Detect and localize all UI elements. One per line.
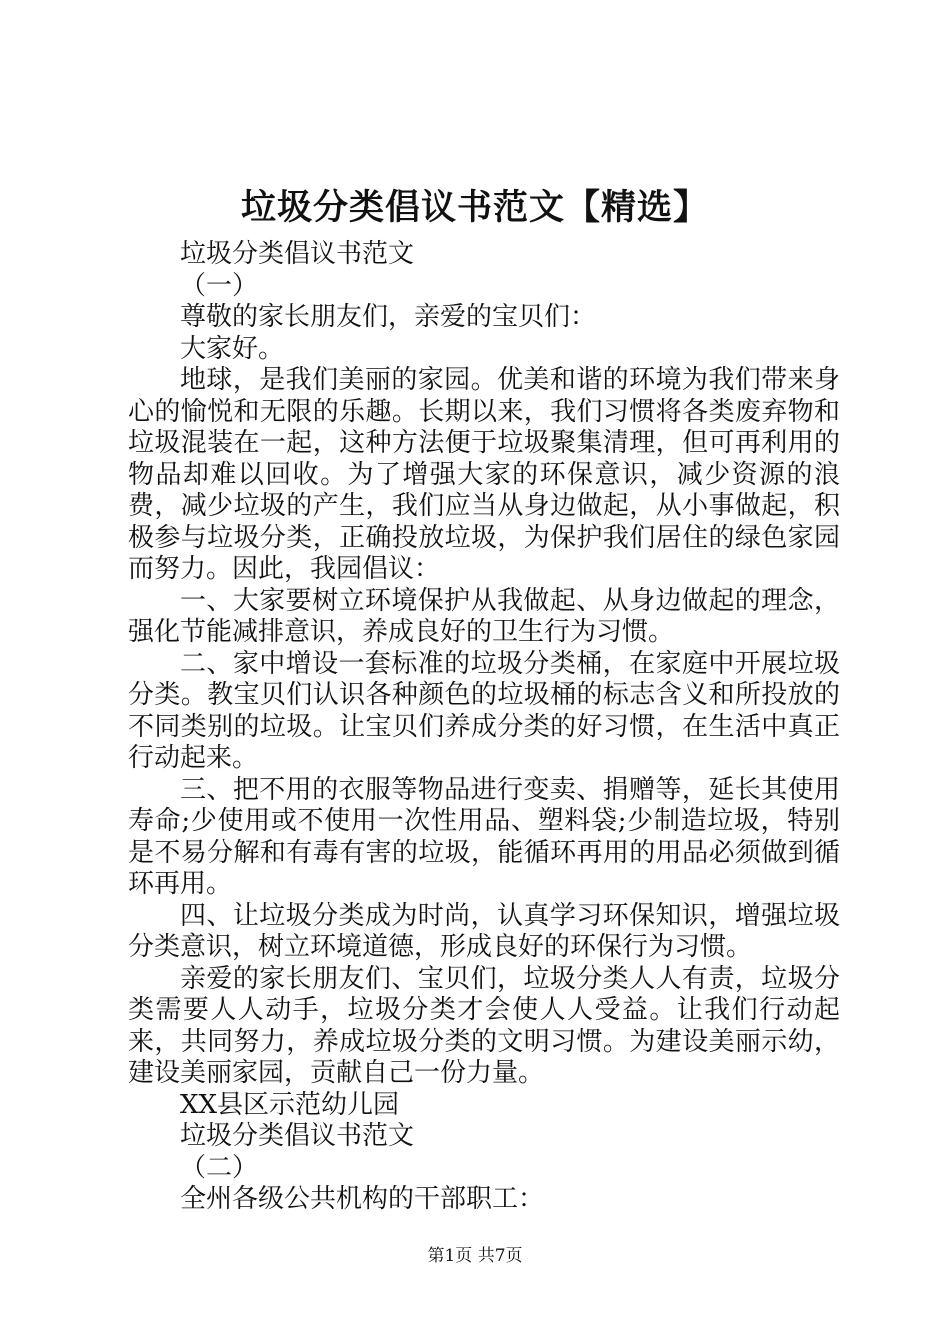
paragraph-closing: 亲爱的家长朋友们、宝贝们，垃圾分类人人有责，垃圾分类需要人人动手，垃圾分类才会使人人受益。让我们行动起来，共同努力，养成垃圾分类的文明习惯。为建设美丽示幼，建设美丽家园，贡献自己一份力量。 xyxy=(128,963,840,1088)
section-number-2: （二） xyxy=(180,1152,259,1183)
signature: XX县区示范幼儿园 xyxy=(180,1089,400,1120)
section-number-1: （一） xyxy=(180,270,259,301)
paragraph-proposal-4: 四、让垃圾分类成为时尚，认真学习环保知识，增强垃圾分类意识，树立环境道德，形成良好的环保行为习惯。 xyxy=(128,900,840,962)
salutation-1: 尊敬的家长朋友们，亲爱的宝贝们： xyxy=(180,302,597,332)
paragraph-proposal-2: 二、家中增设一套标准的垃圾分类桶，在家庭中开展垃圾分类。教宝贝们认识各种颜色的垃圾桶的标志含义和所投放的不同类别的垃圾。让宝贝们养成分类的好习惯，在生活中真正行动起来。 xyxy=(128,648,840,773)
document-title: 垃圾分类倡议书范文【精选】 xyxy=(240,187,709,228)
paragraph-intro: 地球，是我们美丽的家园。优美和谐的环境为我们带来身心的愉悦和无限的乐趣。长期以来，我们习惯将各类废弃物和垃圾混装在一起，这种方法便于垃圾聚集清理，但可再利用的物品却难以回收。为了增强大家的环保意识，减少资源的浪费，减少垃圾的产生，我们应当从身边做起，从小事做起，积极参与垃圾分类，正确投放垃圾，为保护我们居住的绿色家园而努力。因此，我园倡议： xyxy=(128,365,840,584)
paragraph-proposal-3: 三、把不用的衣服等物品进行变卖、捐赠等，延长其使用寿命;少使用或不使用一次性用品、塑料袋;少制造垃圾，特别是不易分解和有毒有害的垃圾，能循环再用的用品必须做到循环再用。 xyxy=(128,774,840,899)
section-heading-1: 垃圾分类倡议书范文 xyxy=(180,239,415,269)
paragraph-proposal-1: 一、大家要树立环境保护从我做起、从身边做起的理念，强化节能减排意识，养成良好的卫生行为习惯。 xyxy=(128,585,840,647)
document-body xyxy=(128,239,840,1216)
section-heading-2: 垃圾分类倡议书范文 xyxy=(180,1121,415,1151)
greeting: 大家好。 xyxy=(180,333,285,364)
salutation-2: 全州各级公共机构的干部职工： xyxy=(180,1184,545,1214)
page-indicator: 第1页 共7页 xyxy=(427,1246,523,1266)
